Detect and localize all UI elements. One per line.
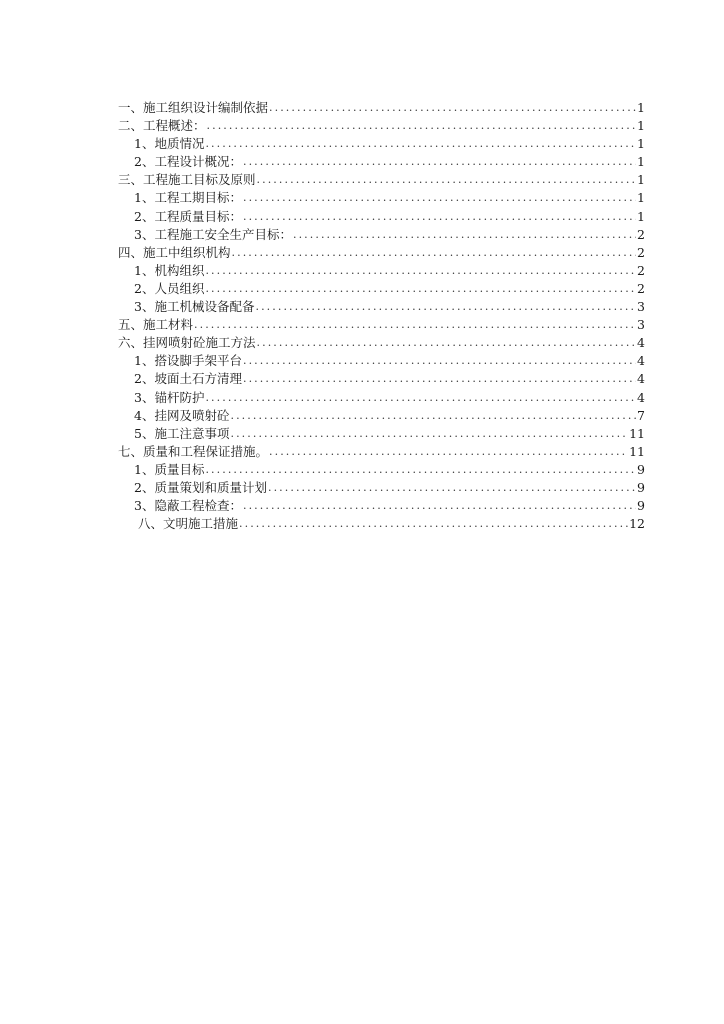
toc-dot-leader xyxy=(204,461,636,479)
toc-entry-title: 2、人员组织 xyxy=(134,280,205,296)
toc-page-number: 11 xyxy=(629,443,645,459)
toc-entry[interactable] xyxy=(118,479,645,497)
toc-dot-leader xyxy=(242,497,636,515)
toc-entry[interactable] xyxy=(118,298,645,316)
toc-entry-title: 5、施工注意事项 xyxy=(134,425,230,441)
toc-entry[interactable] xyxy=(118,389,645,407)
toc-dot-leader xyxy=(242,153,636,171)
toc-page-number: 1 xyxy=(637,172,645,188)
toc-page-number: 1 xyxy=(637,154,645,170)
toc-entry[interactable] xyxy=(118,334,645,352)
toc-entry[interactable] xyxy=(118,135,645,153)
toc-page-number: 4 xyxy=(637,371,645,387)
toc-entry-title: 2、坡面土石方清理 xyxy=(134,371,242,387)
toc-dot-leader xyxy=(238,515,628,533)
toc-entry-title: 七、质量和工程保证措施。 xyxy=(118,443,269,459)
toc-entry-title: 四、施工中组织机构 xyxy=(118,244,231,260)
toc-entry[interactable] xyxy=(118,352,645,370)
toc-dot-leader xyxy=(229,425,628,443)
toc-entry-title: 二、工程概述： xyxy=(118,118,206,134)
toc-dot-leader xyxy=(231,244,637,262)
toc-entry-title: 1、搭设脚手架平台 xyxy=(134,353,242,369)
toc-entry[interactable] xyxy=(118,280,645,298)
toc-entry-title: 一、施工组织设计编制依据 xyxy=(118,100,269,115)
toc-entry-title: 3、锚杆防护 xyxy=(134,389,205,405)
toc-entry[interactable] xyxy=(118,244,645,262)
toc-entry[interactable] xyxy=(118,262,645,280)
table-of-contents xyxy=(118,99,645,533)
toc-page-number: 3 xyxy=(637,299,645,315)
toc-entry[interactable] xyxy=(118,208,645,226)
toc-entry[interactable] xyxy=(118,461,645,479)
toc-page-number: 9 xyxy=(637,479,645,495)
toc-entry-title: 五、施工材料 xyxy=(118,317,194,333)
toc-entry[interactable] xyxy=(118,171,645,189)
toc-entry[interactable] xyxy=(118,370,645,388)
toc-dot-leader xyxy=(254,298,636,316)
toc-page-number: 1 xyxy=(637,208,645,224)
toc-entry-title: 六、挂网喷射砼施工方法 xyxy=(118,335,256,351)
toc-entry[interactable] xyxy=(118,153,645,171)
toc-dot-leader xyxy=(242,189,636,207)
toc-entry-title: 1、工程工期目标： xyxy=(134,190,242,206)
toc-page-number: 11 xyxy=(629,425,645,441)
toc-entry[interactable] xyxy=(118,117,645,135)
toc-dot-leader xyxy=(193,316,636,334)
toc-page-number: 9 xyxy=(637,461,645,477)
toc-entry[interactable] xyxy=(118,226,645,244)
toc-entry[interactable] xyxy=(118,443,645,461)
toc-entry-title: 2、质量策划和质量计划 xyxy=(134,479,267,495)
toc-dot-leader xyxy=(204,262,636,280)
toc-entry-title: 2、工程设计概况： xyxy=(134,154,242,170)
toc-page-number: 1 xyxy=(637,136,645,152)
toc-entry-title: 三、工程施工目标及原则 xyxy=(118,172,256,188)
toc-dot-leader xyxy=(242,208,636,226)
toc-entry-title: 1、机构组织 xyxy=(134,262,205,278)
toc-entry-title: 3、隐蔽工程检查： xyxy=(134,498,242,514)
toc-entry[interactable] xyxy=(118,189,645,207)
toc-page-number: 9 xyxy=(637,498,645,514)
toc-dot-leader xyxy=(204,135,636,153)
toc-dot-leader xyxy=(242,352,636,370)
toc-entry[interactable] xyxy=(118,99,645,117)
toc-page-number: 4 xyxy=(637,353,645,369)
toc-page-number: 1 xyxy=(637,118,645,134)
toc-page-number: 3 xyxy=(637,317,645,333)
toc-page-number: 2 xyxy=(637,280,645,296)
toc-page-number: 2 xyxy=(637,262,645,278)
toc-page-number: 2 xyxy=(637,226,645,242)
toc-entry-title: 八、文明施工措施 xyxy=(138,516,239,532)
toc-dot-leader xyxy=(256,334,637,352)
toc-dot-leader xyxy=(204,280,636,298)
toc-entry[interactable] xyxy=(118,515,645,533)
toc-page-number: 2 xyxy=(637,244,645,260)
toc-entry[interactable] xyxy=(118,407,645,425)
toc-dot-leader xyxy=(292,226,636,244)
toc-dot-leader xyxy=(267,479,636,497)
toc-dot-leader xyxy=(206,117,637,135)
toc-page-number: 1 xyxy=(637,190,645,206)
toc-entry-title: 3、施工机械设备配备 xyxy=(134,299,255,315)
toc-page-number: 12 xyxy=(629,516,645,532)
toc-entry-title: 1、质量目标 xyxy=(134,461,205,477)
toc-page-number: 1 xyxy=(637,100,645,115)
toc-page-number: 7 xyxy=(637,407,645,423)
toc-entry[interactable] xyxy=(118,497,645,515)
toc-entry-title: 4、挂网及喷射砼 xyxy=(134,407,230,423)
toc-dot-leader xyxy=(242,370,636,388)
toc-dot-leader xyxy=(268,99,636,117)
toc-entry[interactable] xyxy=(118,316,645,334)
toc-entry-title: 2、工程质量目标： xyxy=(134,208,242,224)
toc-dot-leader xyxy=(268,443,628,461)
toc-page-number: 4 xyxy=(637,335,645,351)
toc-dot-leader xyxy=(204,389,636,407)
toc-page-number: 4 xyxy=(637,389,645,405)
toc-dot-leader xyxy=(229,407,636,425)
toc-entry[interactable] xyxy=(118,425,645,443)
toc-dot-leader xyxy=(256,171,637,189)
toc-entry-title: 3、工程施工安全生产目标： xyxy=(134,226,292,242)
toc-entry-title: 1、地质情况 xyxy=(134,136,205,152)
